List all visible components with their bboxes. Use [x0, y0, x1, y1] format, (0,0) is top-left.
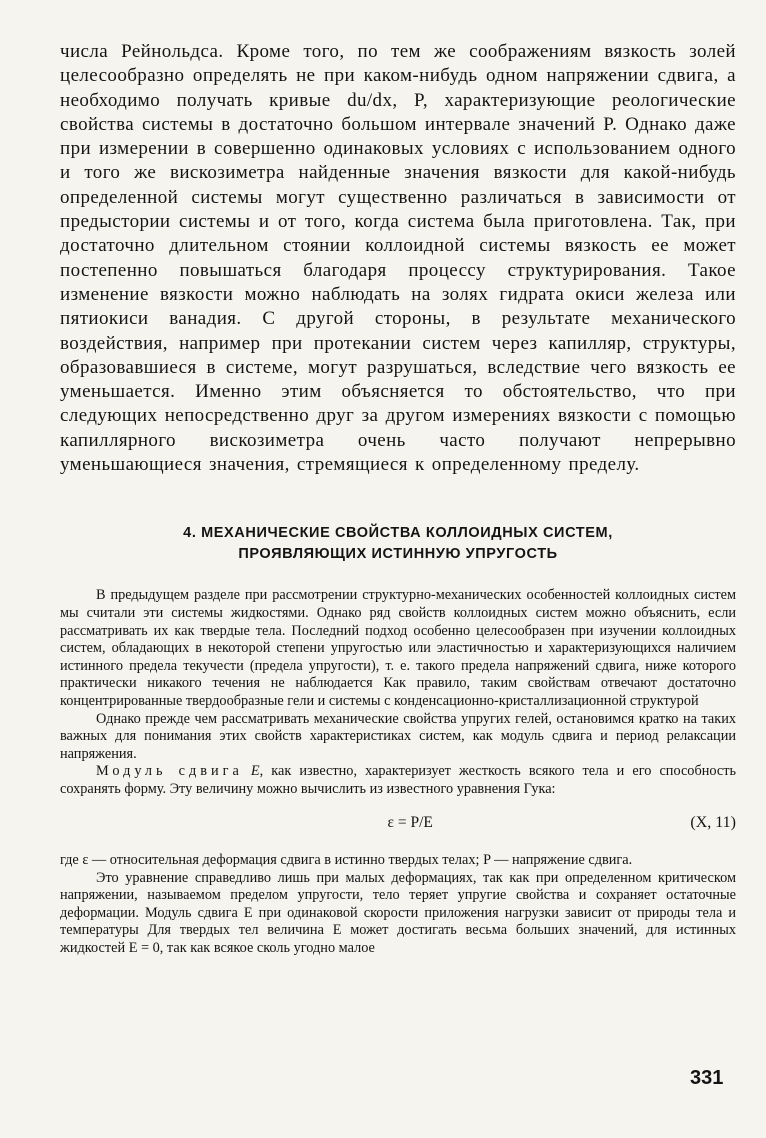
section-paragraph-5: Это уравнение справедливо лишь при малых деформациях, так как при определенном критическом напряжении, называемом пределом упругости, тело теряет упругие свойства и сохраняет остаточные деформации. Модуль сдвига E при одинаковой скорости приложения нагрузки зависит от природы тела и температуры Для твердых тел величина E может достигать весьма больших значений, для истинных жидкостей E = 0, так как всякое сколь угодно малое	[60, 869, 736, 957]
formula-number: (X, 11)	[690, 814, 736, 832]
section-body	[60, 587, 736, 957]
intro-paragraph: числа Рейнольдса. Кроме того, по тем же соображениям вязкость золей целесообразно определять не при каком-нибудь одном напряжении сдвига, а необходимо получать кривые du/dx, P, характеризующие реологические свойства системы в достаточно большом интервале значений P. Однако даже при измерении в совершенно одинаковых условиях с использованием одного и того же вискозиметра найденные значения вязкости для какой-нибудь определенной системы могут существенно различаться в зависимости от предыстории системы и от того, когда система была приготовлена. Так, при достаточно длительном стоянии коллоидной системы вязкость ее может постепенно повышаться благодаря процессу структурирования. Такое изменение вязкости можно наблюдать на золях гидрата окиси железа или пятиокиси ванадия. С другой стороны, в результате механического воздействия, например при протекании систем через капилляр, структуры, образовавшиеся в системе, могут разрушаться, вследствие чего вязкость ее уменьшается. Именно этим объясняется то обстоятельство, что при следующих непосредственно друг за другом измерениях вязкости с помощью капиллярного вискозиметра очень часто получают непрерывно уменьшающиеся значения, стремящиеся к определенному пределу.	[60, 41, 736, 476]
section-paragraph-4: где ε — относительная деформация сдвига в истинно твердых телах; P — напряжение сдвига.	[60, 852, 633, 869]
formula-expression: ε = P/E	[387, 814, 433, 832]
page-body	[60, 40, 736, 958]
hooke-formula	[60, 814, 736, 832]
term-shear-modulus: Модуль сдвига	[96, 763, 243, 780]
intro-text	[60, 40, 736, 477]
section-title-line1: 4. МЕХАНИЧЕСКИЕ СВОЙСТВА КОЛЛОИДНЫХ СИСТЕМ,	[183, 525, 613, 542]
section-heading	[80, 523, 716, 565]
section-paragraph-3	[60, 763, 736, 798]
page-number: 331	[690, 1067, 724, 1089]
section-paragraph-1: В предыдущем разделе при рассмотрении структурно-механических особенностей коллоидных систем мы считали эти системы жидкостями. Однако ряд свойств коллоидных систем можно объяснить, если рассматривать их как твердые тела. Последний подход особенно целесообразен при изучении коллоидных систем, обладающих в некоторой степени упругостью или эластичностью и характеризующихся наличием истинного предела текучести (предела упругости), т. е. такого предела напряжений сдвига, ниже которого практически никакого течения не наблюдается Как правило, таким свойствам отвечают достаточно концентрированные твердообразные гели и системы с конденсационно-кристаллизационной структурой	[60, 587, 736, 709]
section-paragraph-2: Однако прежде чем рассматривать механические свойства упругих гелей, остановимся кратко на таких важных для понимания этих свойств характеристиках систем, как модуль сдвига и период релаксации напряжения.	[60, 710, 736, 762]
section-paragraph-3-rest: , как известно, характеризует жесткость всякого тела и его способность сохранять форму. Эту величину можно вычислить из известного уравнения Гука:	[60, 763, 737, 797]
section-title-line2: ПРОЯВЛЯЮЩИХ ИСТИННУЮ УПРУГОСТЬ	[238, 546, 558, 563]
symbol-e: E	[250, 763, 260, 780]
